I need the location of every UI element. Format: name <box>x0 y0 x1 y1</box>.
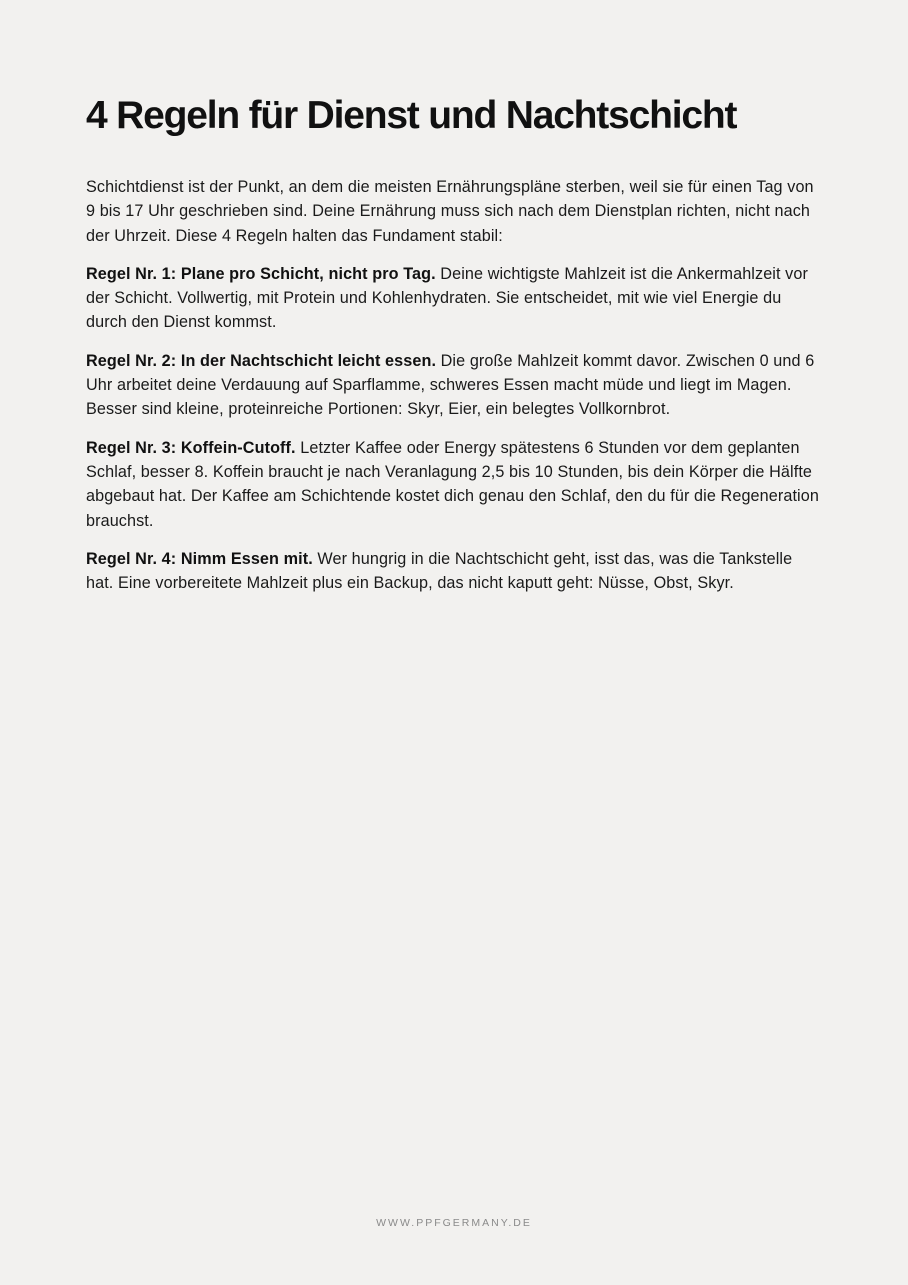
rule-heading-4: Regel Nr. 4: Nimm Essen mit. <box>86 549 313 568</box>
page-title: 4 Regeln für Dienst und Nachtschicht <box>86 94 737 137</box>
rule-text-3: Letzter Kaffee oder Energy spätestens 6 Stunden vor dem geplanten Schlaf, besser 8. Koffein braucht je nach Veranlagung 2,5 bis 10 Stunden, bis dein Körper die Hälfte abgebaut hat. Der Kaffee am Schichtende kostet dich genau den Schlaf, den du für die Regeneration brauchst. <box>86 438 819 530</box>
rule-heading-2: Regel Nr. 2: In der Nachtschicht leicht essen. <box>86 351 437 370</box>
rule-paragraph-3 <box>86 436 822 533</box>
rule-paragraph-1 <box>86 262 822 335</box>
rule-heading-1: Regel Nr. 1: Plane pro Schicht, nicht pro Tag. <box>86 264 436 283</box>
document-page <box>86 92 822 609</box>
rule-text-4: Wer hungrig in die Nachtschicht geht, isst das, was die Tankstelle hat. Eine vorbereitete Mahlzeit plus ein Backup, das nicht kaputt geht: Nüsse, Obst, Skyr. <box>86 549 793 593</box>
rule-heading-3: Regel Nr. 3: Koffein-Cutoff. <box>86 438 296 457</box>
article-body <box>86 175 822 595</box>
rule-text-2: Die große Mahlzeit kommt davor. Zwischen 0 und 6 Uhr arbeitet deine Verdauung auf Sparflamme, schweres Essen macht müde und liegt im Magen. Besser sind kleine, proteinreiche Portionen: Skyr, Eier, ein belegtes Vollkornbrot. <box>86 351 815 419</box>
footer-url: WWW.PPFGERMANY.DE <box>376 1217 532 1229</box>
rule-text-1: Deine wichtigste Mahlzeit ist die Ankermahlzeit vor der Schicht. Vollwertig, mit Protein und Kohlenhydraten. Sie entscheidet, mit wie viel Energie du durch den Dienst kommst. <box>86 264 808 332</box>
rule-paragraph-4 <box>86 547 822 596</box>
rule-paragraph-2 <box>86 349 822 422</box>
intro-paragraph: Schichtdienst ist der Punkt, an dem die meisten Ernährungspläne sterben, weil sie für einen Tag von 9 bis 17 Uhr geschrieben sind. Deine Ernährung muss sich nach dem Dienstplan richten, nicht nach der Uhrzeit. Diese 4 Regeln halten das Fundament stabil: <box>86 178 814 245</box>
